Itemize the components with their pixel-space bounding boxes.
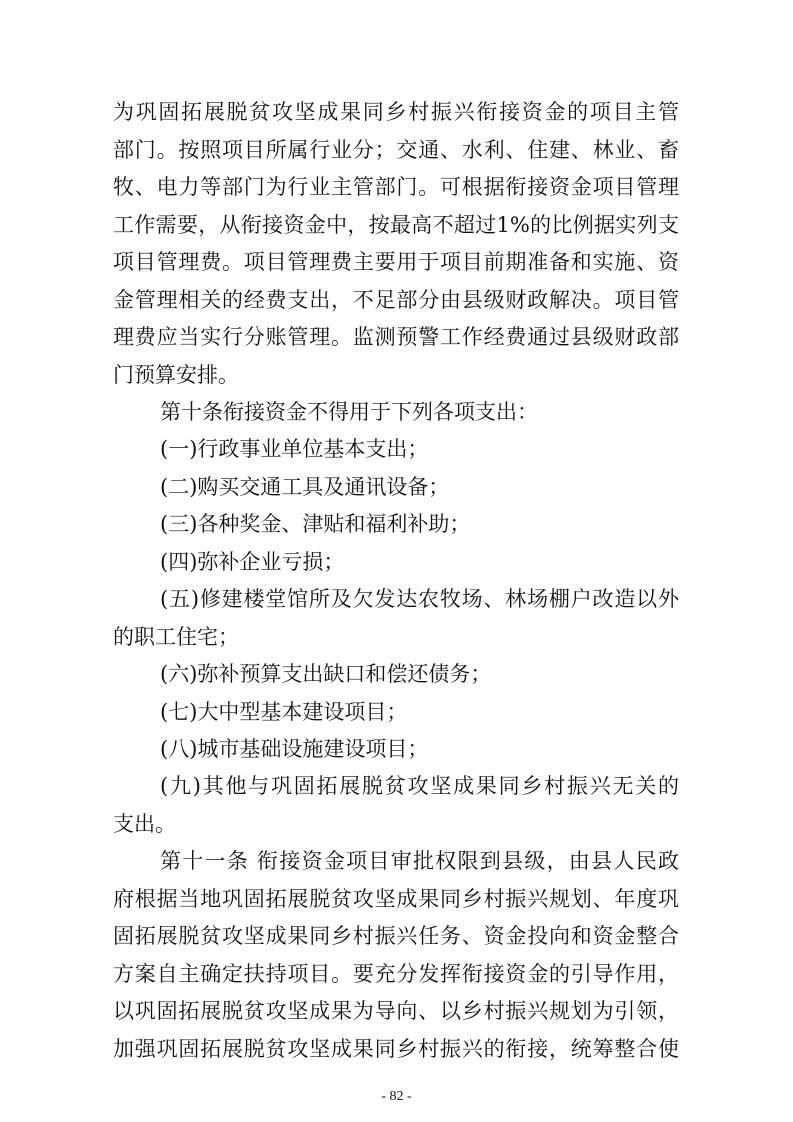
list-item: (二)购买交通工具及通讯设备；	[160, 475, 450, 499]
body-line: 府根据当地巩固拓展脱贫攻坚成果同乡村振兴规划、年度巩	[113, 887, 679, 911]
list-item: (六)弥补预算支出缺口和偿还债务；	[160, 662, 492, 686]
body-line: 项目管理费。项目管理费主要用于项目前期准备和实施、资	[113, 250, 679, 274]
body-line: 加强巩固拓展脱贫攻坚成果同乡村振兴的衔接，统筹整合使	[113, 1037, 679, 1061]
article-paragraph-start: 第十一条 衔接资金项目审批权限到县级，由县人民政	[160, 849, 679, 873]
body-line: 固拓展脱贫攻坚成果同乡村振兴任务、资金投向和资金整合	[113, 924, 679, 948]
body-line: 门预算安排。	[113, 363, 239, 387]
list-item-continuation: 支出。	[113, 812, 176, 836]
list-item: (一)行政事业单位基本支出；	[160, 437, 429, 461]
body-line: 为巩固拓展脱贫攻坚成果同乡村振兴衔接资金的项目主管	[113, 100, 679, 124]
body-line: 以巩固拓展脱贫攻坚成果为导向、以乡村振兴规划为引领，	[113, 999, 679, 1023]
body-line: 理费应当实行分账管理。监测预警工作经费通过县级财政部	[113, 325, 679, 349]
list-item: (八)城市基础设施建设项目；	[160, 737, 429, 761]
body-line: 金管理相关的经费支出，不足部分由县级财政解决。项目管	[113, 288, 679, 312]
list-item: (九)其他与巩固拓展脱贫攻坚成果同乡村振兴无关的	[160, 774, 679, 798]
page-number: - 82 -	[381, 1089, 412, 1104]
list-item: (四)弥补企业亏损；	[160, 550, 345, 574]
list-item: (五)修建楼堂馆所及欠发达农牧场、林场棚户改造以外	[160, 587, 679, 611]
list-item-continuation: 的职工住宅；	[113, 625, 239, 649]
list-item: (七)大中型基本建设项目；	[160, 700, 408, 724]
body-line: 牧、电力等部门为行业主管部门。可根据衔接资金项目管理	[113, 175, 679, 199]
article-heading: 第十条衔接资金不得用于下列各项支出：	[160, 400, 538, 424]
list-item: (三)各种奖金、津贴和福利补助；	[160, 512, 471, 536]
body-line: 部门。按照项目所属行业分；交通、水利、住建、林业、畜	[113, 138, 679, 162]
body-line: 方案自主确定扶持项目。要充分发挥衔接资金的引导作用，	[113, 962, 679, 986]
body-line: 工作需要，从衔接资金中，按最高不超过1%的比例据实列支	[113, 213, 679, 237]
